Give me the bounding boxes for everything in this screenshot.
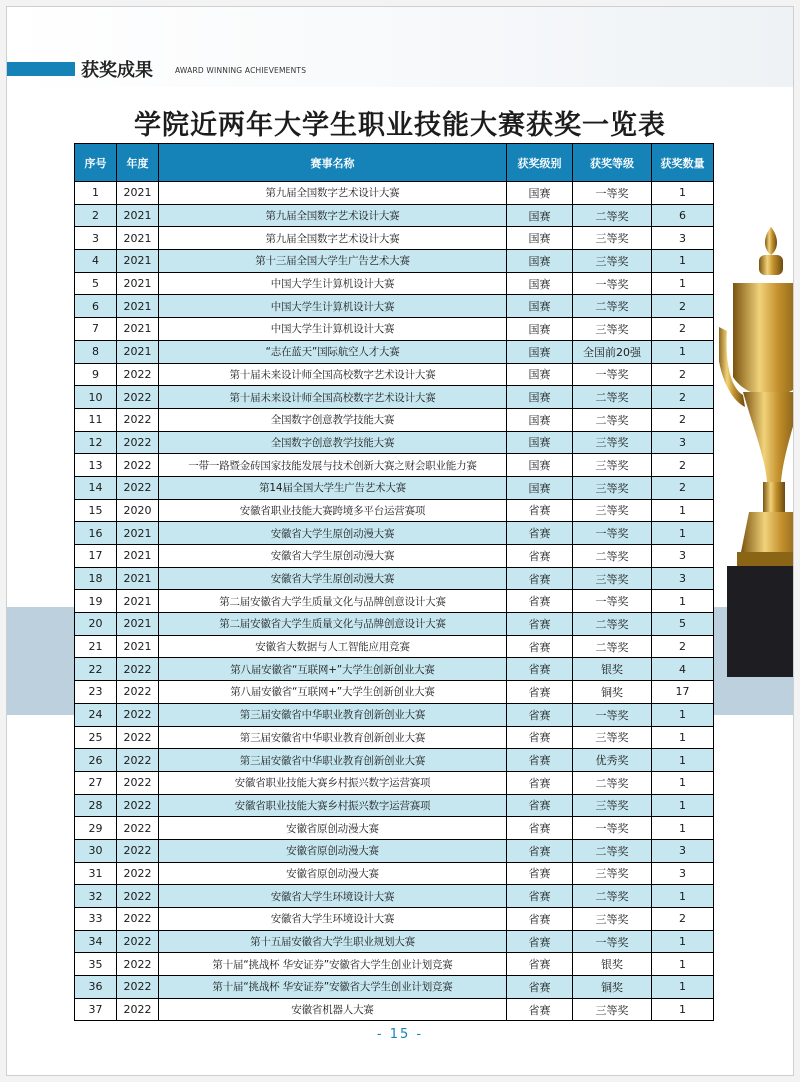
cell-count: 17 — [652, 681, 714, 704]
cell-count: 3 — [652, 862, 714, 885]
cell-competition: 第十届“挑战杯 华安证券”安徽省大学生创业计划竞赛 — [159, 976, 507, 999]
cell-index: 29 — [75, 817, 117, 840]
cell-grade: 三等奖 — [573, 567, 652, 590]
cell-grade: 铜奖 — [573, 681, 652, 704]
cell-year: 2021 — [117, 613, 159, 636]
cell-competition: 中国大学生计算机设计大赛 — [159, 295, 507, 318]
cell-count: 5 — [652, 613, 714, 636]
table-row — [75, 499, 714, 522]
table-row — [75, 681, 714, 704]
cell-index: 17 — [75, 545, 117, 568]
cell-index: 33 — [75, 908, 117, 931]
table-row — [75, 635, 714, 658]
table-row — [75, 250, 714, 273]
cell-year: 2021 — [117, 635, 159, 658]
cell-level: 国赛 — [507, 182, 573, 205]
table-row — [75, 545, 714, 568]
cell-competition: 中国大学生计算机设计大赛 — [159, 318, 507, 341]
cell-year: 2021 — [117, 272, 159, 295]
cell-count: 2 — [652, 363, 714, 386]
cell-index: 36 — [75, 976, 117, 999]
cell-count: 1 — [652, 250, 714, 273]
column-header-index: 序号 — [75, 144, 117, 182]
cell-year: 2022 — [117, 658, 159, 681]
cell-level: 省赛 — [507, 771, 573, 794]
cell-level: 国赛 — [507, 431, 573, 454]
cell-grade: 一等奖 — [573, 363, 652, 386]
table-row — [75, 318, 714, 341]
cell-competition: 第十三届全国大学生广告艺术大赛 — [159, 250, 507, 273]
cell-competition: 安徽省职业技能大赛乡村振兴数字运营赛项 — [159, 794, 507, 817]
cell-year: 2022 — [117, 476, 159, 499]
cell-count: 1 — [652, 998, 714, 1021]
cell-competition: 安徽省职业技能大赛乡村振兴数字运营赛项 — [159, 771, 507, 794]
cell-index: 2 — [75, 204, 117, 227]
cell-year: 2021 — [117, 204, 159, 227]
cell-index: 13 — [75, 454, 117, 477]
cell-index: 18 — [75, 567, 117, 590]
cell-competition: 第九届全国数字艺术设计大赛 — [159, 182, 507, 205]
cell-count: 1 — [652, 272, 714, 295]
cell-competition: 第八届安徽省“互联网+”大学生创新创业大赛 — [159, 658, 507, 681]
cell-count: 1 — [652, 976, 714, 999]
cell-year: 2021 — [117, 182, 159, 205]
cell-index: 22 — [75, 658, 117, 681]
cell-competition: 安徽省大学生原创动漫大赛 — [159, 522, 507, 545]
cell-level: 国赛 — [507, 476, 573, 499]
cell-level: 国赛 — [507, 250, 573, 273]
cell-grade: 银奖 — [573, 953, 652, 976]
cell-year: 2021 — [117, 340, 159, 363]
cell-count: 2 — [652, 454, 714, 477]
cell-competition: 安徽省大学生原创动漫大赛 — [159, 545, 507, 568]
cell-year: 2022 — [117, 681, 159, 704]
cell-grade: 三等奖 — [573, 318, 652, 341]
table-row — [75, 182, 714, 205]
cell-count: 2 — [652, 318, 714, 341]
cell-index: 31 — [75, 862, 117, 885]
cell-index: 20 — [75, 613, 117, 636]
cell-level: 省赛 — [507, 635, 573, 658]
header-accent-bar — [7, 62, 75, 76]
cell-count: 3 — [652, 545, 714, 568]
cell-level: 省赛 — [507, 976, 573, 999]
cell-level: 省赛 — [507, 726, 573, 749]
page-number: - 15 - — [376, 1027, 424, 1042]
page-title: 学院近两年大学生职业技能大赛获奖一览表 — [134, 110, 666, 141]
cell-competition: “志在蓝天”国际航空人才大赛 — [159, 340, 507, 363]
cell-count: 1 — [652, 726, 714, 749]
section-title: 获奖成果 — [81, 60, 153, 81]
table-row — [75, 703, 714, 726]
cell-index: 25 — [75, 726, 117, 749]
cell-competition: 第二届安徽省大学生质量文化与品牌创意设计大赛 — [159, 613, 507, 636]
cell-index: 9 — [75, 363, 117, 386]
cell-level: 国赛 — [507, 408, 573, 431]
cell-index: 11 — [75, 408, 117, 431]
cell-competition: 第十届未来设计师全国高校数字艺术设计大赛 — [159, 363, 507, 386]
cell-grade: 一等奖 — [573, 272, 652, 295]
cell-grade: 二等奖 — [573, 408, 652, 431]
cell-year: 2021 — [117, 227, 159, 250]
cell-year: 2022 — [117, 862, 159, 885]
table-row — [75, 204, 714, 227]
cell-index: 5 — [75, 272, 117, 295]
cell-grade: 三等奖 — [573, 227, 652, 250]
cell-count: 1 — [652, 953, 714, 976]
table-row — [75, 476, 714, 499]
cell-level: 省赛 — [507, 613, 573, 636]
cell-grade: 三等奖 — [573, 998, 652, 1021]
cell-competition: 第九届全国数字艺术设计大赛 — [159, 227, 507, 250]
cell-competition: 一带一路暨金砖国家技能发展与技术创新大赛之财会职业能力赛 — [159, 454, 507, 477]
cell-competition: 安徽省大学生原创动漫大赛 — [159, 567, 507, 590]
table-row — [75, 386, 714, 409]
cell-level: 省赛 — [507, 749, 573, 772]
cell-count: 1 — [652, 522, 714, 545]
cell-competition: 第八届安徽省“互联网+”大学生创新创业大赛 — [159, 681, 507, 704]
cell-count: 1 — [652, 930, 714, 953]
cell-year: 2021 — [117, 545, 159, 568]
cell-grade: 二等奖 — [573, 204, 652, 227]
cell-year: 2022 — [117, 454, 159, 477]
cell-competition: 第十五届安徽省大学生职业规划大赛 — [159, 930, 507, 953]
cell-count: 1 — [652, 590, 714, 613]
cell-competition: 第三届安徽省中华职业教育创新创业大赛 — [159, 726, 507, 749]
cell-index: 7 — [75, 318, 117, 341]
cell-grade: 二等奖 — [573, 885, 652, 908]
cell-grade: 二等奖 — [573, 386, 652, 409]
cell-index: 16 — [75, 522, 117, 545]
cell-grade: 三等奖 — [573, 908, 652, 931]
cell-index: 12 — [75, 431, 117, 454]
cell-competition: 第十届未来设计师全国高校数字艺术设计大赛 — [159, 386, 507, 409]
cell-level: 国赛 — [507, 454, 573, 477]
cell-count: 1 — [652, 817, 714, 840]
cell-level: 省赛 — [507, 522, 573, 545]
cell-grade: 三等奖 — [573, 794, 652, 817]
cell-index: 8 — [75, 340, 117, 363]
cell-count: 2 — [652, 476, 714, 499]
cell-index: 32 — [75, 885, 117, 908]
cell-index: 28 — [75, 794, 117, 817]
table-row — [75, 454, 714, 477]
table-row — [75, 295, 714, 318]
table-row — [75, 363, 714, 386]
cell-level: 省赛 — [507, 930, 573, 953]
cell-competition: 全国数字创意教学技能大赛 — [159, 408, 507, 431]
cell-index: 27 — [75, 771, 117, 794]
table-row — [75, 613, 714, 636]
awards-table — [74, 143, 714, 1021]
cell-grade: 二等奖 — [573, 635, 652, 658]
cell-competition: 第九届全国数字艺术设计大赛 — [159, 204, 507, 227]
cell-competition: 安徽省原创动漫大赛 — [159, 862, 507, 885]
cell-level: 省赛 — [507, 681, 573, 704]
cell-competition: 第三届安徽省中华职业教育创新创业大赛 — [159, 703, 507, 726]
cell-grade: 铜奖 — [573, 976, 652, 999]
cell-count: 1 — [652, 749, 714, 772]
cell-year: 2021 — [117, 567, 159, 590]
table-row — [75, 885, 714, 908]
cell-level: 国赛 — [507, 386, 573, 409]
cell-index: 10 — [75, 386, 117, 409]
table-row — [75, 862, 714, 885]
cell-level: 国赛 — [507, 318, 573, 341]
cell-level: 国赛 — [507, 204, 573, 227]
cell-year: 2022 — [117, 998, 159, 1021]
cell-grade: 三等奖 — [573, 726, 652, 749]
table-row — [75, 590, 714, 613]
cell-level: 省赛 — [507, 703, 573, 726]
table-row — [75, 431, 714, 454]
cell-level: 省赛 — [507, 953, 573, 976]
cell-count: 1 — [652, 499, 714, 522]
cell-grade: 一等奖 — [573, 930, 652, 953]
cell-competition: 第二届安徽省大学生质量文化与品牌创意设计大赛 — [159, 590, 507, 613]
cell-competition: 中国大学生计算机设计大赛 — [159, 272, 507, 295]
cell-count: 3 — [652, 431, 714, 454]
cell-year: 2022 — [117, 976, 159, 999]
cell-level: 省赛 — [507, 545, 573, 568]
cell-year: 2022 — [117, 885, 159, 908]
cell-year: 2022 — [117, 771, 159, 794]
cell-competition: 第14届全国大学生广告艺术大赛 — [159, 476, 507, 499]
table-row — [75, 976, 714, 999]
cell-grade: 三等奖 — [573, 499, 652, 522]
cell-grade: 三等奖 — [573, 454, 652, 477]
cell-index: 19 — [75, 590, 117, 613]
cell-year: 2022 — [117, 431, 159, 454]
cell-year: 2021 — [117, 522, 159, 545]
cell-year: 2022 — [117, 363, 159, 386]
cell-level: 国赛 — [507, 340, 573, 363]
cell-year: 2022 — [117, 408, 159, 431]
cell-count: 2 — [652, 386, 714, 409]
table-row — [75, 998, 714, 1021]
cell-grade: 一等奖 — [573, 590, 652, 613]
cell-count: 1 — [652, 703, 714, 726]
cell-index: 24 — [75, 703, 117, 726]
cell-competition: 安徽省大数据与人工智能应用竞赛 — [159, 635, 507, 658]
cell-competition: 安徽省大学生环境设计大赛 — [159, 885, 507, 908]
table-row — [75, 749, 714, 772]
cell-level: 国赛 — [507, 227, 573, 250]
table-row — [75, 771, 714, 794]
cell-index: 15 — [75, 499, 117, 522]
cell-count: 1 — [652, 771, 714, 794]
cell-grade: 一等奖 — [573, 817, 652, 840]
cell-year: 2022 — [117, 953, 159, 976]
cell-grade: 一等奖 — [573, 182, 652, 205]
cell-year: 2022 — [117, 794, 159, 817]
cell-index: 30 — [75, 839, 117, 862]
table-row — [75, 227, 714, 250]
cell-count: 2 — [652, 908, 714, 931]
cell-count: 3 — [652, 839, 714, 862]
table-header-row — [75, 144, 714, 182]
cell-competition: 安徽省原创动漫大赛 — [159, 817, 507, 840]
cell-level: 国赛 — [507, 295, 573, 318]
cell-count: 4 — [652, 658, 714, 681]
table-row — [75, 658, 714, 681]
cell-grade: 银奖 — [573, 658, 652, 681]
column-header-competition: 赛事名称 — [159, 144, 507, 182]
cell-year: 2020 — [117, 499, 159, 522]
section-subtitle: AWARD WINNING ACHIEVEMENTS — [175, 66, 307, 75]
column-header-count: 获奖数量 — [652, 144, 714, 182]
cell-level: 省赛 — [507, 908, 573, 931]
cell-year: 2022 — [117, 749, 159, 772]
cell-count: 1 — [652, 340, 714, 363]
cell-grade: 一等奖 — [573, 703, 652, 726]
table-row — [75, 839, 714, 862]
cell-year: 2022 — [117, 930, 159, 953]
cell-level: 省赛 — [507, 658, 573, 681]
table-row — [75, 340, 714, 363]
cell-competition: 第三届安徽省中华职业教育创新创业大赛 — [159, 749, 507, 772]
cell-level: 国赛 — [507, 272, 573, 295]
table-row — [75, 930, 714, 953]
cell-competition: 第十届“挑战杯 华安证券”安徽省大学生创业计划竞赛 — [159, 953, 507, 976]
table-row — [75, 408, 714, 431]
cell-index: 21 — [75, 635, 117, 658]
cell-level: 省赛 — [507, 499, 573, 522]
cell-year: 2022 — [117, 839, 159, 862]
cell-grade: 三等奖 — [573, 476, 652, 499]
cell-year: 2022 — [117, 817, 159, 840]
cell-count: 1 — [652, 794, 714, 817]
cell-count: 2 — [652, 295, 714, 318]
cell-index: 4 — [75, 250, 117, 273]
cell-grade: 全国前20强 — [573, 340, 652, 363]
cell-year: 2022 — [117, 726, 159, 749]
cell-competition: 安徽省机器人大赛 — [159, 998, 507, 1021]
cell-year: 2022 — [117, 908, 159, 931]
cell-grade: 三等奖 — [573, 862, 652, 885]
column-header-level: 获奖级别 — [507, 144, 573, 182]
cell-year: 2021 — [117, 250, 159, 273]
cell-grade: 二等奖 — [573, 613, 652, 636]
table-row — [75, 522, 714, 545]
cell-count: 3 — [652, 567, 714, 590]
cell-level: 省赛 — [507, 567, 573, 590]
cell-index: 3 — [75, 227, 117, 250]
cell-level: 省赛 — [507, 862, 573, 885]
cell-index: 6 — [75, 295, 117, 318]
cell-grade: 二等奖 — [573, 839, 652, 862]
cell-level: 省赛 — [507, 885, 573, 908]
cell-year: 2021 — [117, 318, 159, 341]
cell-level: 省赛 — [507, 817, 573, 840]
cell-year: 2022 — [117, 703, 159, 726]
trophy-icon — [719, 227, 794, 677]
table-row — [75, 908, 714, 931]
cell-index: 26 — [75, 749, 117, 772]
cell-index: 35 — [75, 953, 117, 976]
table-row — [75, 794, 714, 817]
cell-grade: 三等奖 — [573, 250, 652, 273]
cell-competition: 安徽省职业技能大赛跨境多平台运营赛项 — [159, 499, 507, 522]
cell-index: 37 — [75, 998, 117, 1021]
cell-index: 34 — [75, 930, 117, 953]
table-row — [75, 953, 714, 976]
cell-grade: 二等奖 — [573, 771, 652, 794]
cell-grade: 二等奖 — [573, 295, 652, 318]
cell-year: 2022 — [117, 386, 159, 409]
cell-competition: 安徽省大学生环境设计大赛 — [159, 908, 507, 931]
cell-index: 23 — [75, 681, 117, 704]
cell-grade: 一等奖 — [573, 522, 652, 545]
table-row — [75, 272, 714, 295]
cell-competition: 全国数字创意教学技能大赛 — [159, 431, 507, 454]
column-header-grade: 获奖等级 — [573, 144, 652, 182]
cell-index: 1 — [75, 182, 117, 205]
cell-count: 1 — [652, 182, 714, 205]
cell-count: 2 — [652, 635, 714, 658]
cell-grade: 三等奖 — [573, 431, 652, 454]
column-header-year: 年度 — [117, 144, 159, 182]
cell-count: 6 — [652, 204, 714, 227]
table-row — [75, 726, 714, 749]
cell-count: 2 — [652, 408, 714, 431]
cell-year: 2021 — [117, 590, 159, 613]
cell-level: 省赛 — [507, 590, 573, 613]
cell-level: 国赛 — [507, 363, 573, 386]
cell-index: 14 — [75, 476, 117, 499]
cell-level: 省赛 — [507, 794, 573, 817]
cell-year: 2021 — [117, 295, 159, 318]
table-row — [75, 567, 714, 590]
cell-grade: 二等奖 — [573, 545, 652, 568]
cell-count: 1 — [652, 885, 714, 908]
cell-count: 3 — [652, 227, 714, 250]
cell-level: 省赛 — [507, 839, 573, 862]
table-row — [75, 817, 714, 840]
cell-grade: 优秀奖 — [573, 749, 652, 772]
cell-competition: 安徽省原创动漫大赛 — [159, 839, 507, 862]
cell-level: 省赛 — [507, 998, 573, 1021]
